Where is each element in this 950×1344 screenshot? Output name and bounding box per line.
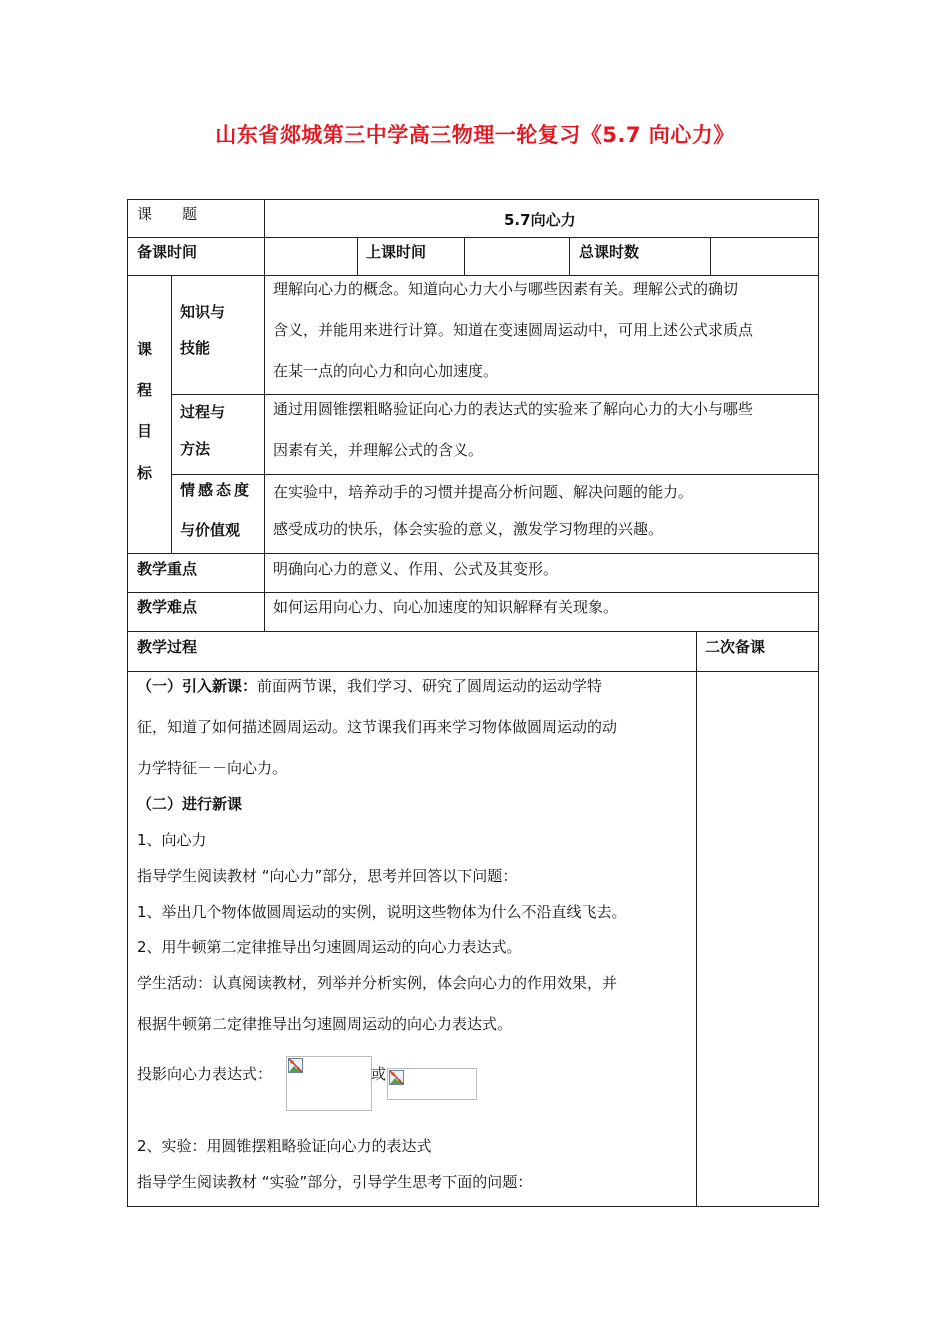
- intro-text: 前面两节课，我们学习、研究了圆周运动的运动学特: [257, 677, 603, 695]
- row-divider: [127, 275, 819, 276]
- goal-knowledge-label: 知识与: [180, 303, 226, 321]
- goal-emotion-label: 与价值观: [180, 521, 241, 539]
- intro-text: 征，知道了如何描述圆周运动。这节课我们再来学习物体做圆周运动的动: [137, 718, 618, 736]
- goal-process-label: 过程与: [180, 403, 226, 421]
- difficulty-label: 教学难点: [137, 598, 198, 616]
- broken-image-icon: [389, 1070, 404, 1085]
- col-divider: [569, 237, 570, 276]
- second-prep-label: 二次备课: [705, 638, 766, 656]
- intro-heading: （一）引入新课：: [137, 677, 258, 695]
- table-border: [818, 199, 819, 1207]
- formula-image-alt: [387, 1068, 477, 1100]
- row-divider: [127, 237, 819, 238]
- goal-process-text: 通过用圆锥摆粗略验证向心力的表达式的实验来了解向心力的大小与哪些: [273, 400, 754, 418]
- topic-value: 5.7向心力: [504, 211, 576, 229]
- experiment-line: 2、实验：用圆锥摆粗略验证向心力的表达式: [137, 1137, 432, 1155]
- goal-process-label: 方法: [180, 440, 211, 458]
- key-point-text: 明确向心力的意义、作用、公式及其变形。: [273, 560, 559, 578]
- total-hours-label: 总课时数: [579, 243, 640, 261]
- goals-label-char: 程: [137, 381, 153, 399]
- broken-image-icon: [288, 1058, 303, 1073]
- row-divider: [127, 631, 819, 632]
- goal-emotion-label: 情感态度: [180, 481, 253, 499]
- formula-image: [286, 1056, 372, 1111]
- prep-time-label: 备课时间: [137, 243, 198, 261]
- goal-process-text: 因素有关，并理解公式的含义。: [273, 441, 484, 459]
- row-divider: [171, 474, 819, 475]
- goal-emotion-text: 感受成功的快乐，体会实验的意义，激发学习物理的兴趣。: [273, 520, 664, 538]
- class-time-label: 上课时间: [366, 243, 427, 261]
- goal-knowledge-text: 理解向心力的概念。知道向心力大小与哪些因素有关。理解公式的确切: [273, 280, 739, 298]
- body-line: 1、举出几个物体做圆周运动的实例，说明这些物体为什么不沿直线飞去。: [137, 903, 627, 921]
- difficulty-text: 如何运用向心力、向心加速度的知识解释有关现象。: [273, 598, 619, 616]
- row-divider: [127, 592, 819, 593]
- process-label: 教学过程: [137, 638, 198, 656]
- col-divider: [710, 237, 711, 276]
- col-divider: [264, 199, 265, 632]
- new-lesson-heading: （二）进行新课: [137, 795, 243, 813]
- formula-or: 或: [371, 1065, 387, 1083]
- col-divider: [357, 237, 358, 276]
- goals-label-char: 课: [137, 340, 153, 358]
- formula-label: 投影向心力表达式：: [137, 1065, 273, 1083]
- goal-knowledge-label: 技能: [180, 339, 211, 357]
- body-line: 1、向心力: [137, 831, 207, 849]
- key-point-label: 教学重点: [137, 560, 198, 578]
- body-line: 指导学生阅读教材 “向心力”部分，思考并回答以下问题：: [137, 867, 518, 885]
- row-divider: [127, 671, 819, 672]
- goal-emotion-text: 在实验中，培养动手的习惯并提高分析问题、解决问题的能力。: [273, 483, 694, 501]
- body-line: 2、用牛顿第二定律推导出匀速圆周运动的向心力表达式。: [137, 938, 522, 956]
- intro-paragraph: [137, 676, 602, 696]
- body-line: 根据牛顿第二定律推导出匀速圆周运动的向心力表达式。: [137, 1015, 513, 1033]
- body-line: 学生活动：认真阅读教材，列举并分析实例，体会向心力的作用效果，并: [137, 974, 618, 992]
- goal-knowledge-text: 含义，并能用来进行计算。知道在变速圆周运动中，可用上述公式求质点: [273, 321, 754, 339]
- table-border: [127, 199, 819, 200]
- goals-label-char: 标: [137, 464, 153, 482]
- table-border: [127, 199, 128, 1207]
- col-divider: [464, 237, 465, 276]
- experiment-line: 指导学生阅读教材 “实验”部分，引导学生思考下面的问题：: [137, 1173, 533, 1191]
- row-divider: [171, 394, 819, 395]
- intro-text: 力学特征－－向心力。: [137, 759, 288, 777]
- row-divider: [127, 553, 819, 554]
- col-divider: [171, 275, 172, 554]
- topic-label: 课 题: [137, 205, 198, 223]
- table-border: [127, 1206, 819, 1207]
- goals-label-char: 目: [137, 422, 153, 440]
- goal-knowledge-text: 在某一点的向心力和向心加速度。: [273, 362, 499, 380]
- col-divider: [696, 631, 697, 1207]
- document-title: 山东省郯城第三中学高三物理一轮复习《5.7 向心力》: [215, 123, 735, 147]
